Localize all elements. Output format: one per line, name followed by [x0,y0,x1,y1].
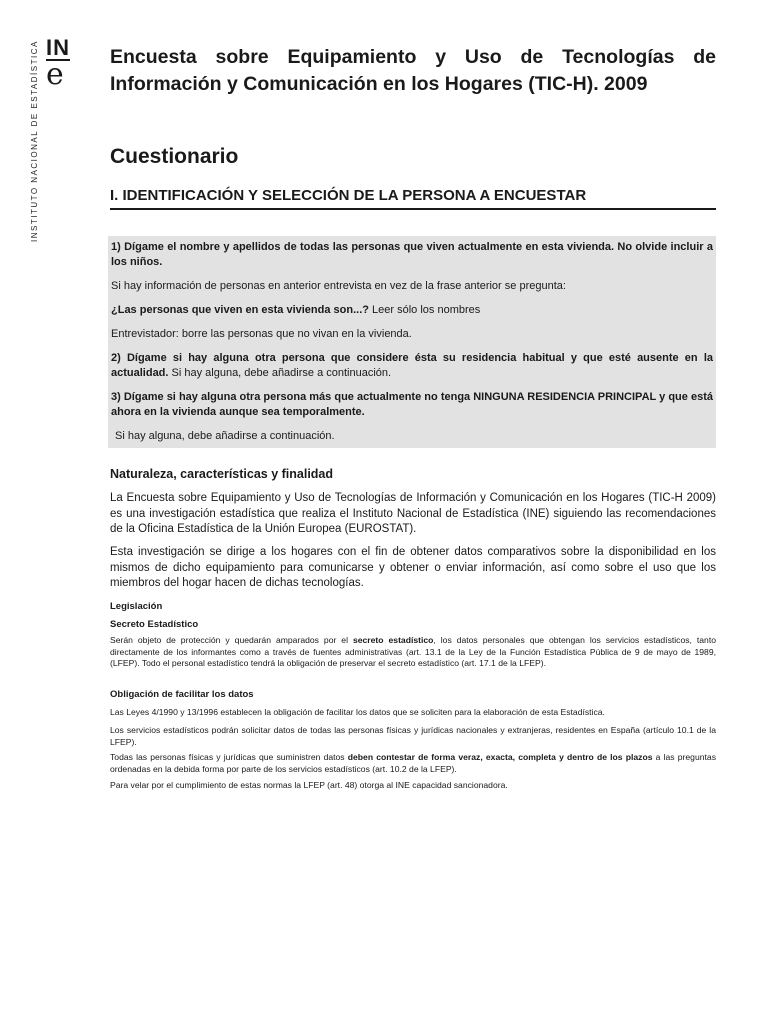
obligacion-paragraph-3 [110,752,716,775]
obligacion-heading: Obligación de facilitar los datos [110,689,254,700]
obligacion-paragraph-4: Para velar por el cumplimiento de estas normas la LFEP (art. 48) otorga al INE capacidad sancionadora. [110,780,508,790]
nature-heading: Naturaleza, características y finalidad [110,467,334,481]
identification-box [108,236,716,448]
section-heading: I. IDENTIFICACIÓN Y SELECCIÓN DE LA PERSONA A ENCUESTAR [110,187,716,210]
ob3-text-bold: deben contestar de forma veraz, exacta, completa y dentro de los plazos [347,752,653,762]
obligacion-paragraph-2: Los servicios estadísticos podrán solicitar datos de todas las personas físicas y jurídicas nacionales y extranjeras, residentes en España (artículo 10.1 de la LFEP). [110,725,716,747]
ob3-text-a: Todas las personas físicas y jurídicas que suministren datos [110,752,348,762]
logo-e-glyph: e [46,57,64,92]
survey-title: Encuesta sobre Equipamiento y Uso de Tecnologías de Información y Comunicación en los Hogares (TIC-H). 2009 [110,46,716,95]
question-1-alt [111,303,713,318]
doc-heading: Cuestionario [110,145,239,168]
logo-in-text: IN [46,35,70,60]
nature-paragraph-2: Esta investigación se dirige a los hogares con el fin de obtener datos comparativos sobre la disponibilidad en los mismos de dicho equipamiento para comunicarse y obtener o enviar información, así como sobre el uso que los miembros del hogar hacen de dichas tecnologías. [110,546,716,589]
nature-paragraph-1: La Encuesta sobre Equipamiento y Uso de Tecnologías de Información y Comunicación en los Hogares (TIC-H 2009) es una investigación estadística que realiza el Instituto Nacional de Estadística (INE) siguiendo las recomendaciones de la Oficina Estadística de la Unión Europea (EUROSTAT). [110,492,716,535]
secreto-text-bold: secreto estadístico [352,635,434,645]
interviewer-note: Entrevistador: borre las personas que no vivan en la vivienda. [111,328,412,340]
question-2-bold: 2) Dígame si hay alguna otra persona que considere ésta su residencia habitual y que esté ausente en la actualidad. [111,352,713,379]
secreto-text-a: Serán objeto de protección y quedarán amparados por el [110,635,353,645]
question-3: 3) Dígame si hay alguna otra persona más que actualmente no tenga NINGUNA RESIDENCIA PRINCIPAL y que está ahora en la vivienda aunque sea temporalmente. [111,391,713,418]
question-1-alt-bold: ¿Las personas que viven en esta vivienda son...? [111,304,369,316]
question-1-alt-rest: Leer sólo los nombres [368,304,481,316]
obligacion-paragraph-1: Las Leyes 4/1990 y 13/1996 establecen la obligación de facilitar los datos que se soliciten para la elaboración de esta Estadística. [110,707,605,717]
question-1: 1) Dígame el nombre y apellidos de todas las personas que viven actualmente en esta vivienda. No olvide incluir a los niños. [111,241,713,268]
secreto-text-c: , los datos personales que obtengan los servicios estadísticos, tanto directamente de los informantes como a través de fuentes administrativas (art. 13.1 de la Ley de la Función Estadística Pública de 9 de mayo de 1989, (LFEP). Todo el personal estadístico tendrá la obligación de preservar el secreto estadístico (art. 17.1 de la LFEP). [110,635,717,668]
legislation-heading: Legislación [110,601,163,612]
ob3-text-c: a las preguntas ordenadas en la debida forma por parte de los servicios estadísticos (art. 10.2 de la LFEP). [110,752,716,774]
question-1-note: Si hay información de personas en anterior entrevista en vez de la frase anterior se pregunta: [111,280,566,292]
secreto-heading: Secreto Estadístico [110,619,199,630]
secreto-paragraph [110,635,716,670]
org-name-vertical: INSTITUTO NACIONAL DE ESTADÍSTICA [30,40,39,242]
ine-logo [46,35,80,92]
question-2-rest: Si hay alguna, debe añadirse a continuación. [168,367,392,379]
question-3-note: Si hay alguna, debe añadirse a continuación. [115,430,335,442]
question-2 [111,351,713,381]
